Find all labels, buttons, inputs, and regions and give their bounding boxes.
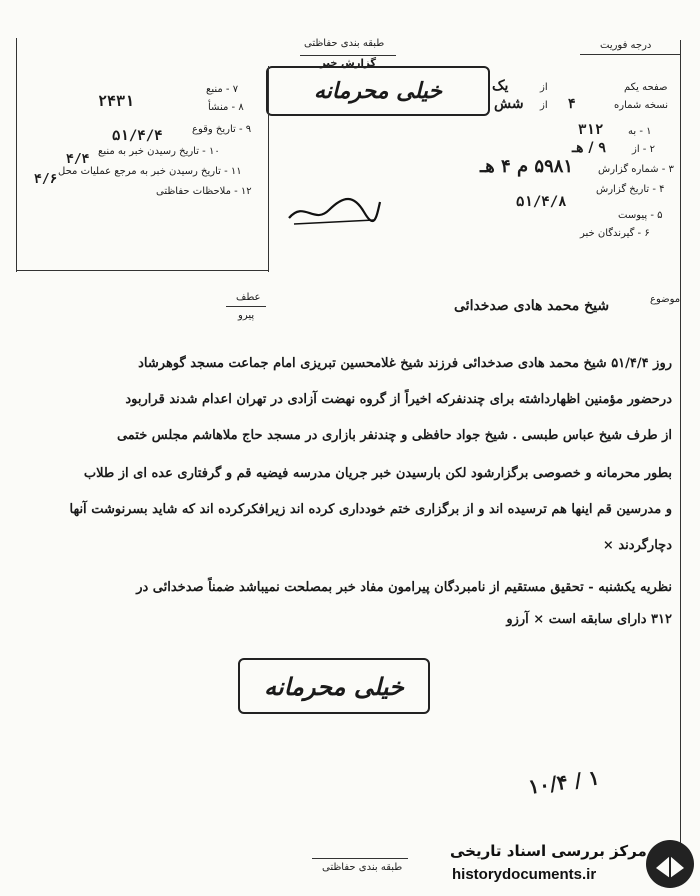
atf-label: عطف [236,292,261,303]
subject-value: شیخ محمد هادی صدخدائی [454,298,610,314]
body-line: روز ۵۱/۴/۴ شیخ محمد هادی صدخدائی فرزند شیخ غلامحسین تبریزی امام جماعت مسجد گوهرشاد [138,356,672,371]
watermark-banner [420,832,700,896]
stamp-text: خیلی محرمانه [264,671,404,701]
copy-label: نسخه شماره [614,100,668,111]
body-line: و مدرسین قم اینها هم ترسیده اند و از برگزاری ختم خودداری کرده اند زیرافکرکرده اند که شاید بسرنوشت آنها [69,502,672,517]
report-title: گزارش خبر [320,58,377,69]
right-edge-rule [680,40,681,850]
left-field-9-value: ۵۱/۴/۴ [112,128,163,144]
watermark-url: historydocuments.ir [452,866,597,883]
left-field-9-label: ۹ - تاریخ وقوع [192,124,252,135]
left-field-11-value: ۴/۶ [34,172,58,187]
subject-label: موضوع [650,294,681,305]
left-bottom-rule [16,270,268,271]
signature-date: ۱۰/۴ / ۱ [526,765,601,799]
body-line: بطور محرمانه و خصوصی برگزارشود لکن بارسیدن خبر جریان مدرسه فیضیه قم و گرفتاری عده ای از طلاب [83,466,672,481]
right-item-1-label: ۱ - به [628,126,652,137]
right-item-3-value: ۵۹۸۱ م ۴ هـ [480,156,574,177]
right-item-6-label: ۶ - گیرندگان خبر [580,228,650,239]
body-line: دچارگردند × [602,538,672,553]
classification-top: طبقه بندی حفاظتی [304,38,385,49]
right-item-4-label: ۴ - تاریخ گزارش [596,184,665,195]
urgency-label: درجه فوریت [600,40,652,51]
top-secret-stamp [266,66,490,116]
right-item-5-label: ۵ - پیوست [618,210,663,221]
copy-value: ۴ [568,96,576,112]
bottom-secret-stamp [238,658,430,714]
peyro-label: پیرو [238,310,255,321]
book-logo-icon [644,838,696,890]
urgency-rule [580,54,680,55]
left-field-10-value: ۴/۴ [66,152,90,167]
watermark-title: مرکز بررسی اسناد تاریخی [450,842,647,860]
left-field-12-label: ۱۲ - ملاحظات حفاظتی [156,186,252,197]
classification-bottom: طبقه بندی حفاظتی [322,862,403,873]
left-field-8-label: ۸ - منشأ [208,102,244,113]
signature-scribble [284,190,384,230]
left-field-11-label: ۱۱ - تاریخ رسیدن خبر به مرجع عملیات محل [58,166,242,177]
right-item-2-value: ۹ / هـ [572,140,606,156]
page-total: یک [492,78,509,94]
right-item-3-label: ۳ - شماره گزارش [598,164,674,175]
divider [300,55,396,56]
right-item-4-value: ۵۱/۴/۸ [516,194,567,210]
stamp-text: خیلی محرمانه [313,78,443,104]
assessment-line: ۳۱۲ دارای سابقه است × آرزو [506,612,672,627]
left-edge-rule [16,38,17,272]
assessment-line: نظریه یکشنبه - تحقیق مستقیم از نامبردگان پیرامون مفاد خبر بمصلحت نمیباشد ضمناً صدخدائی در [136,580,672,595]
right-item-2-label: ۲ - از [632,144,655,155]
copy-total: شش [494,96,524,112]
page-label: صفحه یکم [624,82,668,93]
page-of: از [540,82,548,93]
left-field-10-label: ۱۰ - تاریخ رسیدن خبر به منبع [98,146,220,157]
left-field-7-label: ۷ - منبع [206,84,239,95]
atf-rule [226,306,266,307]
body-line: از طرف شیخ عباس طبسی . شیخ جواد حافظی و چندنفر بازاری در مسجد حاج ملاهاشم مجلس ختمی [116,428,672,443]
right-item-1-value: ۳۱۲ [578,122,604,138]
bottom-rule [312,858,408,859]
left-column-rule [268,66,269,272]
left-field-8-value: ۲۴۳۱ [98,92,135,110]
copy-of: از [540,100,548,111]
body-line: درحضور مؤمنین اظهارداشته برای چندنفرکه اخیراً از گروه نهضت آزادی در تهران اعدام شدند قراربود [125,392,672,407]
